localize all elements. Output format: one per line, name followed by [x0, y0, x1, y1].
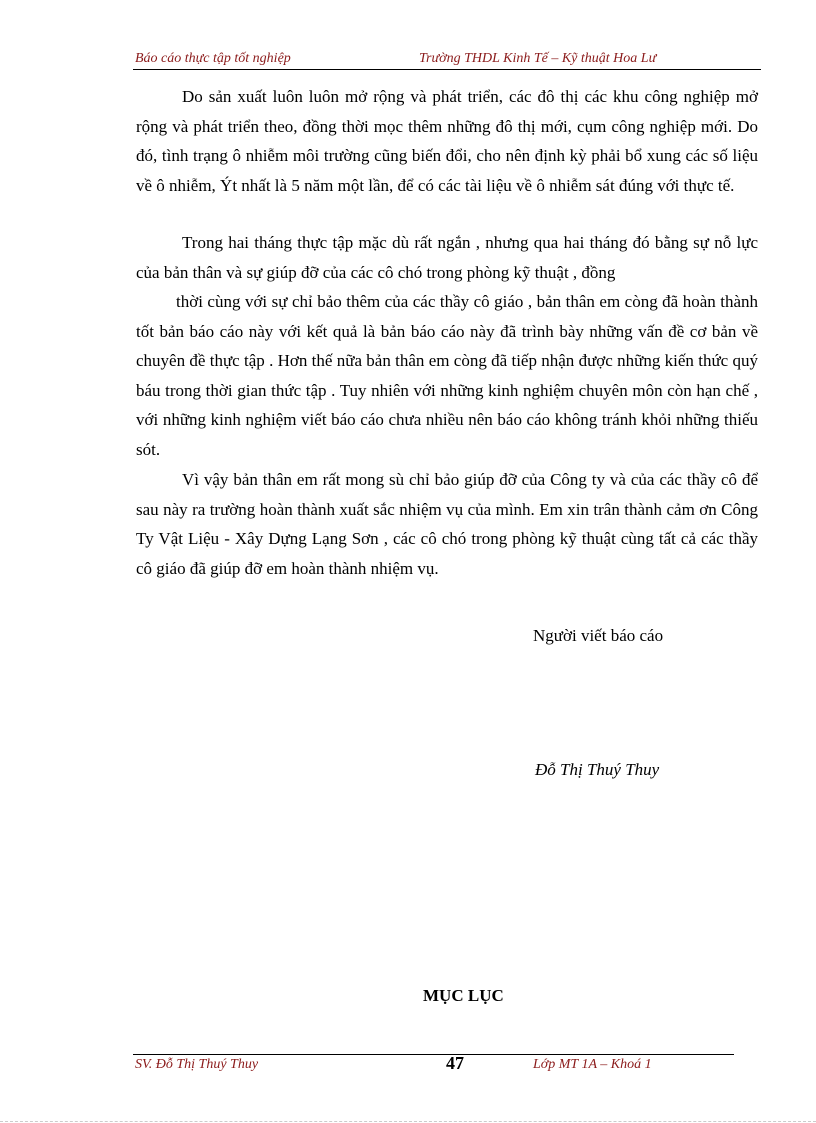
signature-name: Đỗ Thị Thuý Thuy	[535, 760, 660, 779]
signature-title: Người viết báo cáo	[533, 626, 664, 645]
header-school-name: Trường THDL Kinh Tế – Kỹ thuật Hoa Lư	[419, 51, 657, 66]
table-of-contents-title: MỤC LỤC	[423, 986, 504, 1005]
header-report-title: Báo cáo thực tập tốt nghiệp	[135, 51, 291, 66]
page-edge-divider	[0, 1121, 816, 1122]
paragraph-3: thời cùng với sự chỉ bảo thêm của các thầy cô giáo , bản thân em còng đã hoàn thành tốt bản báo cáo này với kết quả là bản báo cáo này đã trình bày những vấn đề cơ bản về chuyên đề thực tập . Hơn thế nữa bản thân em còng đã tiếp nhận được những kiến thức quý báu trong thời gian thức tập . Tuy nhiên với những kinh nghiệm chuyên môn còn hạn chế , với những kinh nghiệm viết báo cáo chưa nhiều nên báo cáo không tránh khỏi những thiếu sót.	[136, 292, 758, 459]
paragraph-1: Do sản xuất luôn luôn mở rộng và phát triển, các đô thị các khu công nghiệp mở rộng và phát triển theo, đồng thời mọc thêm những đô thị mới, cụm công nghiệp mới. Do đó, tình trạng ô nhiễm môi trường cũng biến đổi, cho nên định kỳ phải bổ xung các số liệu về ô nhiễm, Ýt nhất là 5 năm một lần, để có các tài liệu về ô nhiễm sát đúng với thực tế.	[136, 87, 758, 195]
footer-divider	[133, 1054, 734, 1055]
paragraph-4: Vì vậy bản thân em rất mong sù chỉ bảo giúp đỡ của Công ty và của các thầy cô để sau này ra trường hoàn thành xuất sắc nhiệm vụ của mình. Em xin trân thành cảm ơn Công Ty Vật Liệu - Xây Dựng Lạng Sơn , các cô chó trong phòng kỹ thuật cùng tất cả các thầy cô giáo đã giúp đỡ em hoàn thành nhiệm vụ.	[136, 470, 758, 578]
footer-class-name: Lớp MT 1A – Khoá 1	[533, 1057, 652, 1072]
paragraph-2: Trong hai tháng thực tập mặc dù rất ngắn , nhưng qua hai tháng đó bằng sự nỗ lực của bản thân và sự giúp đỡ của các cô chó trong phòng kỹ thuật , đồng	[136, 233, 758, 282]
page-header	[133, 49, 761, 70]
footer-student-name: SV. Đỗ Thị Thuý Thuy	[135, 1057, 259, 1072]
page-number: 47	[446, 1053, 464, 1073]
